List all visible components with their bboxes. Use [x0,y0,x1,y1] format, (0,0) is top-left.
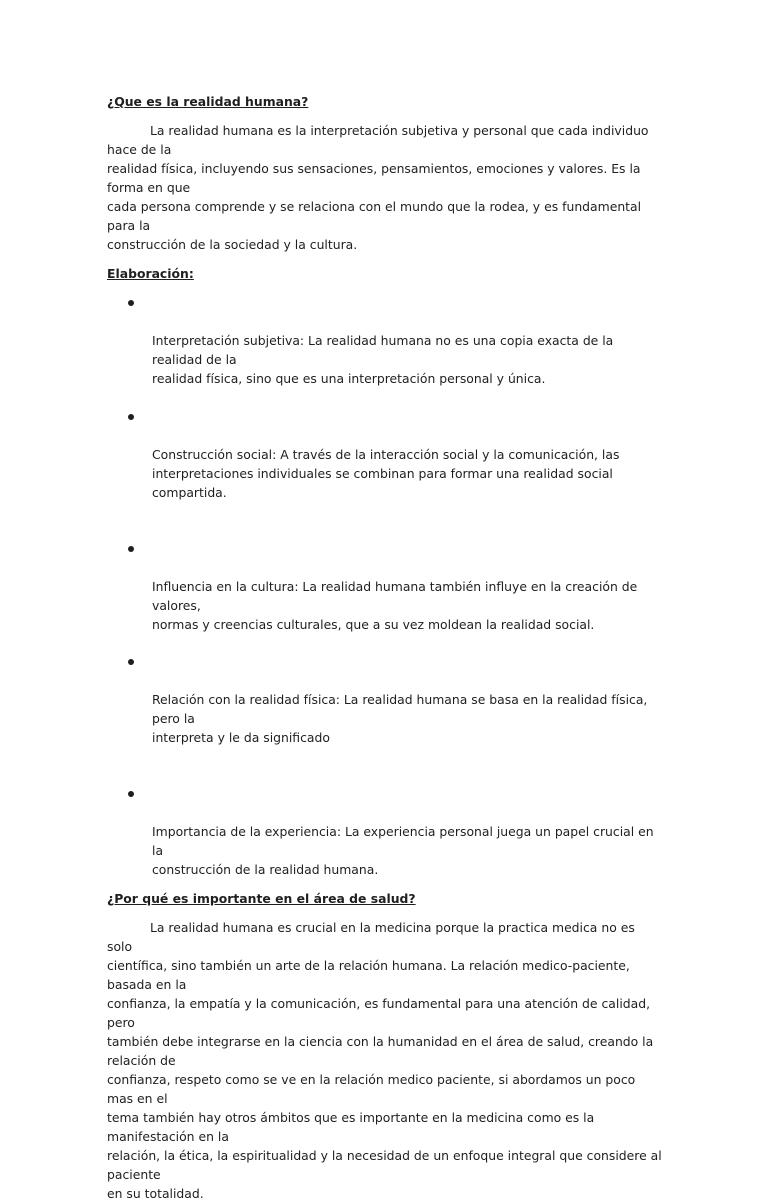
intro-paragraph: La realidad humana es la interpretación subjetiva y personal que cada individuo hace de la realidad física, incluyendo sus sensaciones, pensamientos, emociones y valores. Es la forma en que cada persona comprende y se relaciona con el mundo que la rodea, y es fundamental para la construcción de la sociedad y la cultura. [107,123,649,252]
list-item-text: Interpretación subjetiva: La realidad humana no es una copia exacta de la realidad de la realidad física, sino que es una interpretación personal y única. [152,333,614,386]
heading-elaboracion: Elaboración: [107,266,194,281]
list-item [107,652,663,747]
closing-paragraph: La realidad humana es crucial en la medicina porque la practica medica no es solo científica, sino también un arte de la relación humana. La relación medico-paciente, basada en la confianza, la empatía y la comunicación, es fundamental para una atención de calidad, pero también debe integrarse en la ciencia con la humanidad en el área de salud, creando la relación de confianza, respeto como se ve en la relación medico paciente, si abordamos un poco mas en el tema también hay otros ámbitos que es importante en la medicina como es la manifestación en la relación, la ética, la espiritualidad y la necesidad de un enfoque integral que considere al paciente en su totalidad. [107,920,662,1201]
bullet-icon [128,414,134,420]
list-item-text: Relación con la realidad física: La realidad humana se basa en la realidad física, pero la interpreta y le da significado [152,692,648,745]
heading-importancia-salud: ¿Por qué es importante en el área de salud? [107,891,416,906]
list-item-text: Influencia en la cultura: La realidad humana también influye en la creación de valores, normas y creencias culturales, que a su vez moldean la realidad social. [152,579,638,632]
list-item-text: Construcción social: A través de la interacción social y la comunicación, las interpretaciones individuales se combinan para formar una realidad social compartida. [152,447,620,500]
list-item [107,293,663,388]
bullet-icon [128,300,134,306]
list-item-text: Importancia de la experiencia: La experiencia personal juega un papel crucial en la construcción de la realidad humana. [152,824,654,877]
bullet-icon [128,659,134,665]
list-item [107,407,663,502]
document-page [107,92,663,1203]
list-item [107,784,663,879]
list-item [107,539,663,634]
elaboration-list [107,293,663,879]
heading-realidad-humana: ¿Que es la realidad humana? [107,94,309,109]
bullet-icon [128,546,134,552]
bullet-icon [128,791,134,797]
